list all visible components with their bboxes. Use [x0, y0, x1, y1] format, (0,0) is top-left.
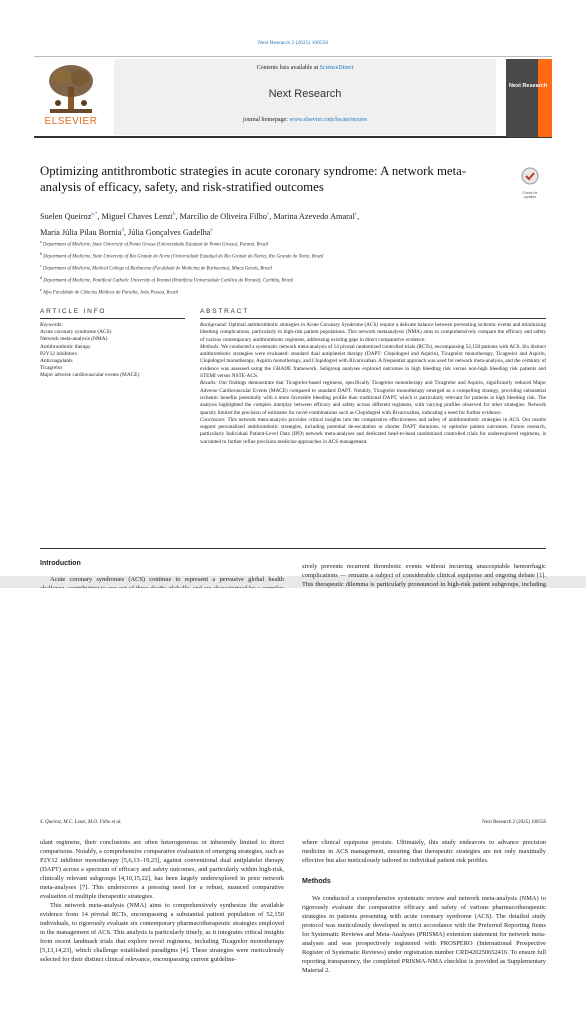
- affiliation-item: $^a$ Department of Medicine, State University of Ponta Grossa (Universidade Estadual de Ponta Grossa), Paraná, Brazil: [40, 239, 269, 248]
- paragraph: This network meta-analysis (NMA) aims to comprehensively synthesize the available evidence from 14 pivotal RCTs, encompassing a substantial patient population of 52,150 individuals, to rigorously evaluate six contemporary pharmacotherapeutic strategies employed in the management of ACS. This analysis is particularly timely, as it integrates critical insights from recent landmark trials that explore novel regimens, including Ticagrelor monotherapy [5,13,14,23], which challenge established paradigms [4]. These strategies were meticulously selected for their distinct clinical relevance, encompassing current guideline-: [40, 902, 284, 963]
- journal-homepage-link[interactable]: www.elsevier.com/locate/nexres: [289, 117, 367, 123]
- keyword-item: Acute coronary syndrome (ACS): [40, 329, 112, 336]
- running-head-journal: Next Research 2 (2025) 100556: [482, 820, 546, 825]
- affiliation-item: $^b$ Department of Medicine, State University of Rio Grande do Norte (Universidade Estadual do Rio Grande do Norte), Rio Grande do Norte, Brazil: [40, 251, 324, 260]
- divider: [40, 548, 546, 549]
- paragraph: where clinical equipoise persists. Ultimately, this study endeavors to advance precision medicine in ACS management, ensuring that therapeutic strategies are not only maximally effective but also meticulously tailored to individual patient risk profiles.: [302, 839, 546, 864]
- author-name[interactable]: Miguel Chaves Lenzi: [101, 211, 173, 221]
- check-updates-icon: [521, 167, 539, 187]
- keywords-block: [40, 322, 185, 380]
- keyword-item: P2Y12 inhibitors: [40, 350, 77, 357]
- article-info-heading: ARTICLE INFO: [40, 308, 107, 315]
- affiliation-item: $^d$ Department of Medicine, Pontifical Catholic University of Paraná (Pontifícia Universidade Católica do Paraná), Curitiba, Brazil: [40, 275, 294, 284]
- keywords-title: Keywords:: [40, 322, 64, 328]
- journal-cover-image[interactable]: [506, 59, 552, 137]
- author-list: Suelen Queiroz$^{a,*}$, Miguel Chaves Lenzi$^b$, Marcílio de Oliveira Filho$^c$, Marina Azevedo Amaral$^c$, Maria Júlia Pilau Bornia$^d$, Júlia Gonçalves Gadelha$^e$: [40, 211, 360, 237]
- affiliation-item: $^e$ Afya Faculdade de Ciências Médicas da Paraíba, João Pessoa, Brazil: [40, 287, 179, 296]
- journal-name: Next Research: [268, 88, 342, 100]
- abstract-results: Results: Our findings demonstrate that Ticagrelor-based regimens, specifically Ticagrelor monotherapy and Ticagrelor and Aspirin, significantly reduced Major Adverse Cardiovascular Events (MACE) compared to standard DAPT. Notably, Ticagrelor monotherapy emerged as a compelling strategy, providing substantial ischemic benefits potentially with a more favorable bleeding profile than traditional DAPT, which is particularly relevant for patients at high bleeding risk. The analysis highlighted the complex interplay between efficacy and safety across different regimens, with varying profiles observed for other strategies. Network sparsity limited the precision of estimates for novel combinations such as Clopidogrel with Rivaroxaban, indicating a need for further evidence.: [200, 380, 546, 416]
- running-head: [40, 820, 546, 825]
- paragraph: We conducted a comprehensive systematic review and network meta-analysis (NMA) to rigorously evaluate the comparative efficacy and safety of various pharmacotherapeutic strategies in patients presenting with acute coronary syndrome (ACS). The detailed study protocol was meticulously developed in strict accordance with the Preferred Reporting Items for Systematic Reviews and Meta-Analyses (PRISMA) extension statement for network meta-analyses and was prospectively registered with PROSPERO (International Prospective Register of Systematic Reviews) under registration number CRD420250652416. To ensure full reporting transparency, the completed PRISMA-NMA checklist is provided as Supplementary Material 2.: [302, 895, 546, 974]
- methods-heading: Methods: [302, 878, 331, 885]
- keyword-item: Antithrombotic therapy: [40, 343, 91, 350]
- intro-left-column: Acute coronary syndromes (ACS) continue to represent a pervasive global health: [50, 576, 284, 583]
- abstract-body: [200, 322, 546, 446]
- journal-masthead: [34, 56, 552, 138]
- homepage-line: journal homepage: www.elsevier.com/locate/nexres: [243, 117, 367, 123]
- introduction-heading: Introduction: [40, 560, 81, 567]
- running-head-authors: S. Queiroz, M.C. Lenzi, M.O. Filho et al.: [40, 820, 122, 825]
- keyword-item: Anticoagulants: [40, 358, 73, 365]
- publisher-name: ELSEVIER: [44, 116, 98, 127]
- cover-stripe: [538, 59, 552, 137]
- abstract-heading: ABSTRACT: [200, 308, 250, 315]
- page2-left-column: [40, 838, 284, 964]
- contents-line: Contents lists available at ScienceDirect: [256, 65, 354, 71]
- elsevier-logo: [36, 61, 106, 135]
- abstract-conclusion: Conclusion: This network meta-analysis provides critical insights into the comparative effectiveness and safety of antithrombotic strategies in ACS. Our results support personalized antithrombotic strategies, including potential de-escalation or shorter DAPT durations, to optimize patient outcomes. Future research, particularly Individual Patient-Level Data (IPD) network meta-analyses and dedicated head-to-head randomized controlled trials for underexplored regimens, is warranted to further refine precision medicine approaches in ACS management.: [200, 416, 546, 445]
- check-for-updates-badge[interactable]: [518, 167, 542, 197]
- cover-title: Next Research: [509, 83, 548, 89]
- article-title: Optimizing antithrombotic strategies in acute coronary syndrome: A network meta-analysis of efficacy, safety, and risk-stratified outcomes: [40, 164, 467, 194]
- keyword-item: Ticagrelor: [40, 365, 63, 372]
- author-name[interactable]: Suelen Queiroz: [40, 211, 92, 221]
- affiliation-list: [40, 238, 540, 298]
- journal-citation[interactable]: Next Research 2 (2025) 100556: [257, 40, 329, 46]
- keyword-item: Major adverse cardiovascular events (MACE): [40, 372, 140, 379]
- divider: [200, 318, 546, 319]
- elsevier-tree-icon: [44, 61, 98, 115]
- masthead-center: [114, 59, 496, 135]
- check-updates-label: Check for updates: [522, 191, 538, 199]
- author-name[interactable]: Marina Azevedo Amaral: [273, 211, 355, 221]
- intro-right-column: sively prevents recurrent thrombotic events without incurring unacceptable hemorrhagic complications — remains a subject of considerable clinical equipoise and ongoing debate [1]. This therapeutic dilemma is particularly pronounced in high-risk patient subgroups, including: [302, 563, 546, 588]
- page2-right-column: [302, 838, 546, 975]
- abstract-methods: Methods: We conducted a systematic network meta-analysis of 14 pivotal randomized controlled trials (RCTs), encompassing 52,150 patients with ACS. Six distinct antithrombotic strategies were evaluated: standard dual antiplatelet therapy (DAPT: Clopidogrel and Aspirin), Ticagrelor monotherapy, Ticagrelor and Aspirin, Clopidogrel monotherapy, Aspirin monotherapy, and Clopidogrel with Rivaroxaban. A frequentist approach was used for network meta-analysis, and the certainty of evidence was assessed using the GRADE framework. Subgroup analyses explored outcomes in high bleeding risk versus non-high bleeding risk patients and STEMI versus NSTE-ACS.: [200, 343, 547, 380]
- affiliation-item: $^c$ Department of Medicine, Medical College of Barbacena (Faculdade de Medicina de Barbacena), Minas Gerais, Brazil: [40, 263, 272, 272]
- keyword-item: Network meta-analysis (NMA): [40, 336, 108, 343]
- author-name[interactable]: Júlia Gonçalves Gadelha: [128, 227, 211, 237]
- author-name[interactable]: Maria Júlia Pilau Bornia: [40, 227, 122, 237]
- author-name[interactable]: Marcílio de Oliveira Filho: [179, 211, 267, 221]
- abstract-background: Background: Optimal antithrombotic strategies in Acute Coronary Syndrome (ACS) require a delicate balance between preventing ischemic events and minimizing bleeding complications, particularly in high-risk patient populations. This network metaanalysis (NMA) aims to comprehensively compare the efficacy and safety of various contemporary antithrombotic regimens, addressing existing gaps in direct comparative evidence.: [200, 322, 546, 343]
- divider: [40, 318, 185, 319]
- sciencedirect-link[interactable]: ScienceDirect: [319, 65, 354, 71]
- paragraph: ulant regimens, their conclusions are often heterogeneous or inherently limited to direct comparisons. Notably, a comprehensive comparative evaluation of emerging strategies, such as P2Y12 inhibitor monotherapy [5,6,13–19,23], against conventional dual antiplatelet therapy (DAPT) across a spectrum of efficacy and safety outcomes, and particularly within high-risk, clinically relevant subgroups [4,10,15,22], has been largely underexplored in prior network meta-analyses [7]. This underscores a pressing need for a robust, nuanced comparative evaluation of multiple therapeutic strategies.: [40, 839, 284, 900]
